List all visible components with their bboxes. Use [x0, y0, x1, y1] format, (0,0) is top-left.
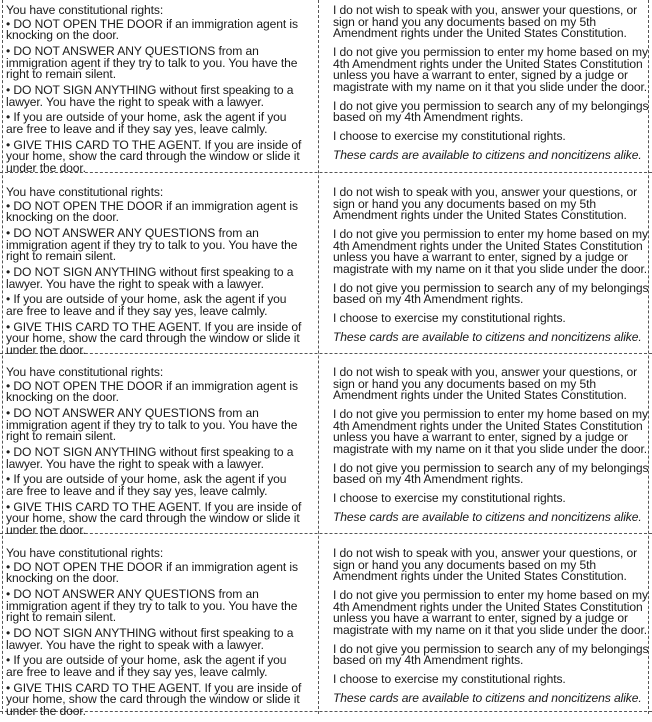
card-row-1 — [0, 0, 652, 175]
rights-item: • DO NOT OPEN THE DOOR if an immigration agent is knocking on the door. — [6, 16, 298, 43]
statement-paragraph: I choose to exercise my constitutional rights. — [333, 311, 566, 326]
card-row-2 — [0, 176, 652, 357]
rights-item: • DO NOT SIGN ANYTHING without first speaking to a lawyer. You have the right to speak with a lawyer. — [6, 82, 294, 109]
statement-paragraph: I choose to exercise my constitutional rights. — [333, 491, 566, 506]
card-front — [6, 0, 306, 179]
card-front — [6, 176, 306, 361]
card-row-3 — [0, 356, 652, 537]
rights-item: • If you are outside of your home, ask the agent if you are free to leave and if they say yes, leave calmly. — [6, 472, 287, 498]
rights-item: • DO NOT OPEN THE DOOR if an immigration agent is knocking on the door. — [6, 378, 298, 405]
rights-item: • If you are outside of your home, ask the agent if you are free to leave and if they say yes, leave calmly. — [6, 653, 287, 679]
statement-paragraph: I do not give you permission to enter my home based on my 4th Amendment rights under the United States Constitution unless you have a warrant to enter, signed by a judge or magistrate with my name on it that you slide under the door. — [333, 407, 648, 456]
statement-paragraph: I do not wish to speak with you, answer your questions, or sign or hand you any documents based on my 5th Amendment rights under the United States Constitution. — [333, 365, 638, 403]
rights-intro: You have constitutional rights: — [6, 365, 164, 379]
availability-note: These cards are available to citizens and noncitizens alike. — [333, 691, 642, 706]
card-front — [6, 356, 306, 541]
availability-note: These cards are available to citizens and noncitizens alike. — [333, 510, 642, 525]
card-front — [6, 537, 306, 722]
rights-intro: You have constitutional rights: — [6, 546, 164, 560]
rights-item: • DO NOT SIGN ANYTHING without first speaking to a lawyer. You have the right to speak with a lawyer. — [6, 444, 294, 471]
card-back — [333, 356, 649, 531]
card-back — [333, 176, 649, 351]
rights-item: • DO NOT ANSWER ANY QUESTIONS from an immigration agent if they try to talk to you. You have the right to remain silent. — [6, 43, 298, 82]
statement-paragraph: I do not give you permission to enter my home based on my 4th Amendment rights under the United States Constitution unless you have a warrant to enter, signed by a judge or magistrate with my name on it that you slide under the door. — [333, 227, 648, 276]
statement-paragraph: I do not wish to speak with you, answer your questions, or sign or hand you any documents based on my 5th Amendment rights under the United States Constitution. — [333, 546, 638, 584]
rights-item: • DO NOT OPEN THE DOOR if an immigration agent is knocking on the door. — [6, 559, 298, 586]
rights-item: • GIVE THIS CARD TO THE AGENT. If you are inside of your home, show the card through the window or slide it under the door. — [6, 499, 302, 537]
rights-item: • GIVE THIS CARD TO THE AGENT. If you are inside of your home, show the card through the window or slide it under the door. — [6, 680, 302, 718]
availability-note: These cards are available to citizens and noncitizens alike. — [333, 330, 642, 345]
statement-paragraph: I do not wish to speak with you, answer your questions, or sign or hand you any documents based on my 5th Amendment rights under the United States Constitution. — [333, 185, 638, 223]
rights-item: • DO NOT OPEN THE DOOR if an immigration agent is knocking on the door. — [6, 198, 298, 225]
card-back — [333, 537, 649, 712]
statement-paragraph: I do not give you permission to search any of my belongings based on my 4th Amendment rights. — [333, 280, 649, 307]
statement-paragraph: I do not give you permission to enter my home based on my 4th Amendment rights under the United States Constitution unless you have a warrant to enter, signed by a judge or magistrate with my name on it that you slide under the door. — [333, 588, 648, 637]
rights-item: • If you are outside of your home, ask the agent if you are free to leave and if they say yes, leave calmly. — [6, 110, 287, 136]
rights-item: • GIVE THIS CARD TO THE AGENT. If you are inside of your home, show the card through the window or slide it under the door. — [6, 319, 302, 357]
statement-paragraph: I do not give you permission to search any of my belongings based on my 4th Amendment rights. — [333, 98, 649, 125]
statement-paragraph: I do not give you permission to search any of my belongings based on my 4th Amendment rights. — [333, 460, 649, 487]
rights-intro: You have constitutional rights: — [6, 3, 164, 17]
rights-intro: You have constitutional rights: — [6, 185, 164, 199]
statement-paragraph: I do not give you permission to enter my home based on my 4th Amendment rights under the United States Constitution unless you have a warrant to enter, signed by a judge or magistrate with my name on it that you slide under the door. — [333, 45, 648, 94]
rights-item: • DO NOT ANSWER ANY QUESTIONS from an immigration agent if they try to talk to you. You have the right to remain silent. — [6, 225, 298, 264]
card-row-4 — [0, 537, 652, 718]
rights-item: • DO NOT SIGN ANYTHING without first speaking to a lawyer. You have the right to speak with a lawyer. — [6, 625, 294, 652]
statement-paragraph: I choose to exercise my constitutional rights. — [333, 672, 566, 687]
rights-item: • If you are outside of your home, ask the agent if you are free to leave and if they say yes, leave calmly. — [6, 292, 287, 318]
rights-item: • DO NOT ANSWER ANY QUESTIONS from an immigration agent if they try to talk to you. You have the right to remain silent. — [6, 405, 298, 444]
card-back — [333, 0, 649, 169]
statement-paragraph: I do not give you permission to search any of my belongings based on my 4th Amendment rights. — [333, 641, 649, 668]
statement-paragraph: I do not wish to speak with you, answer your questions, or sign or hand you any documents based on my 5th Amendment rights under the United States Constitution. — [333, 3, 638, 41]
rights-item: • GIVE THIS CARD TO THE AGENT. If you are inside of your home, show the card through the window or slide it under the door. — [6, 137, 302, 175]
availability-note: These cards are available to citizens and noncitizens alike. — [333, 148, 642, 163]
rights-item: • DO NOT ANSWER ANY QUESTIONS from an immigration agent if they try to talk to you. You have the right to remain silent. — [6, 586, 298, 625]
statement-paragraph: I choose to exercise my constitutional rights. — [333, 129, 566, 144]
rights-item: • DO NOT SIGN ANYTHING without first speaking to a lawyer. You have the right to speak with a lawyer. — [6, 264, 294, 291]
